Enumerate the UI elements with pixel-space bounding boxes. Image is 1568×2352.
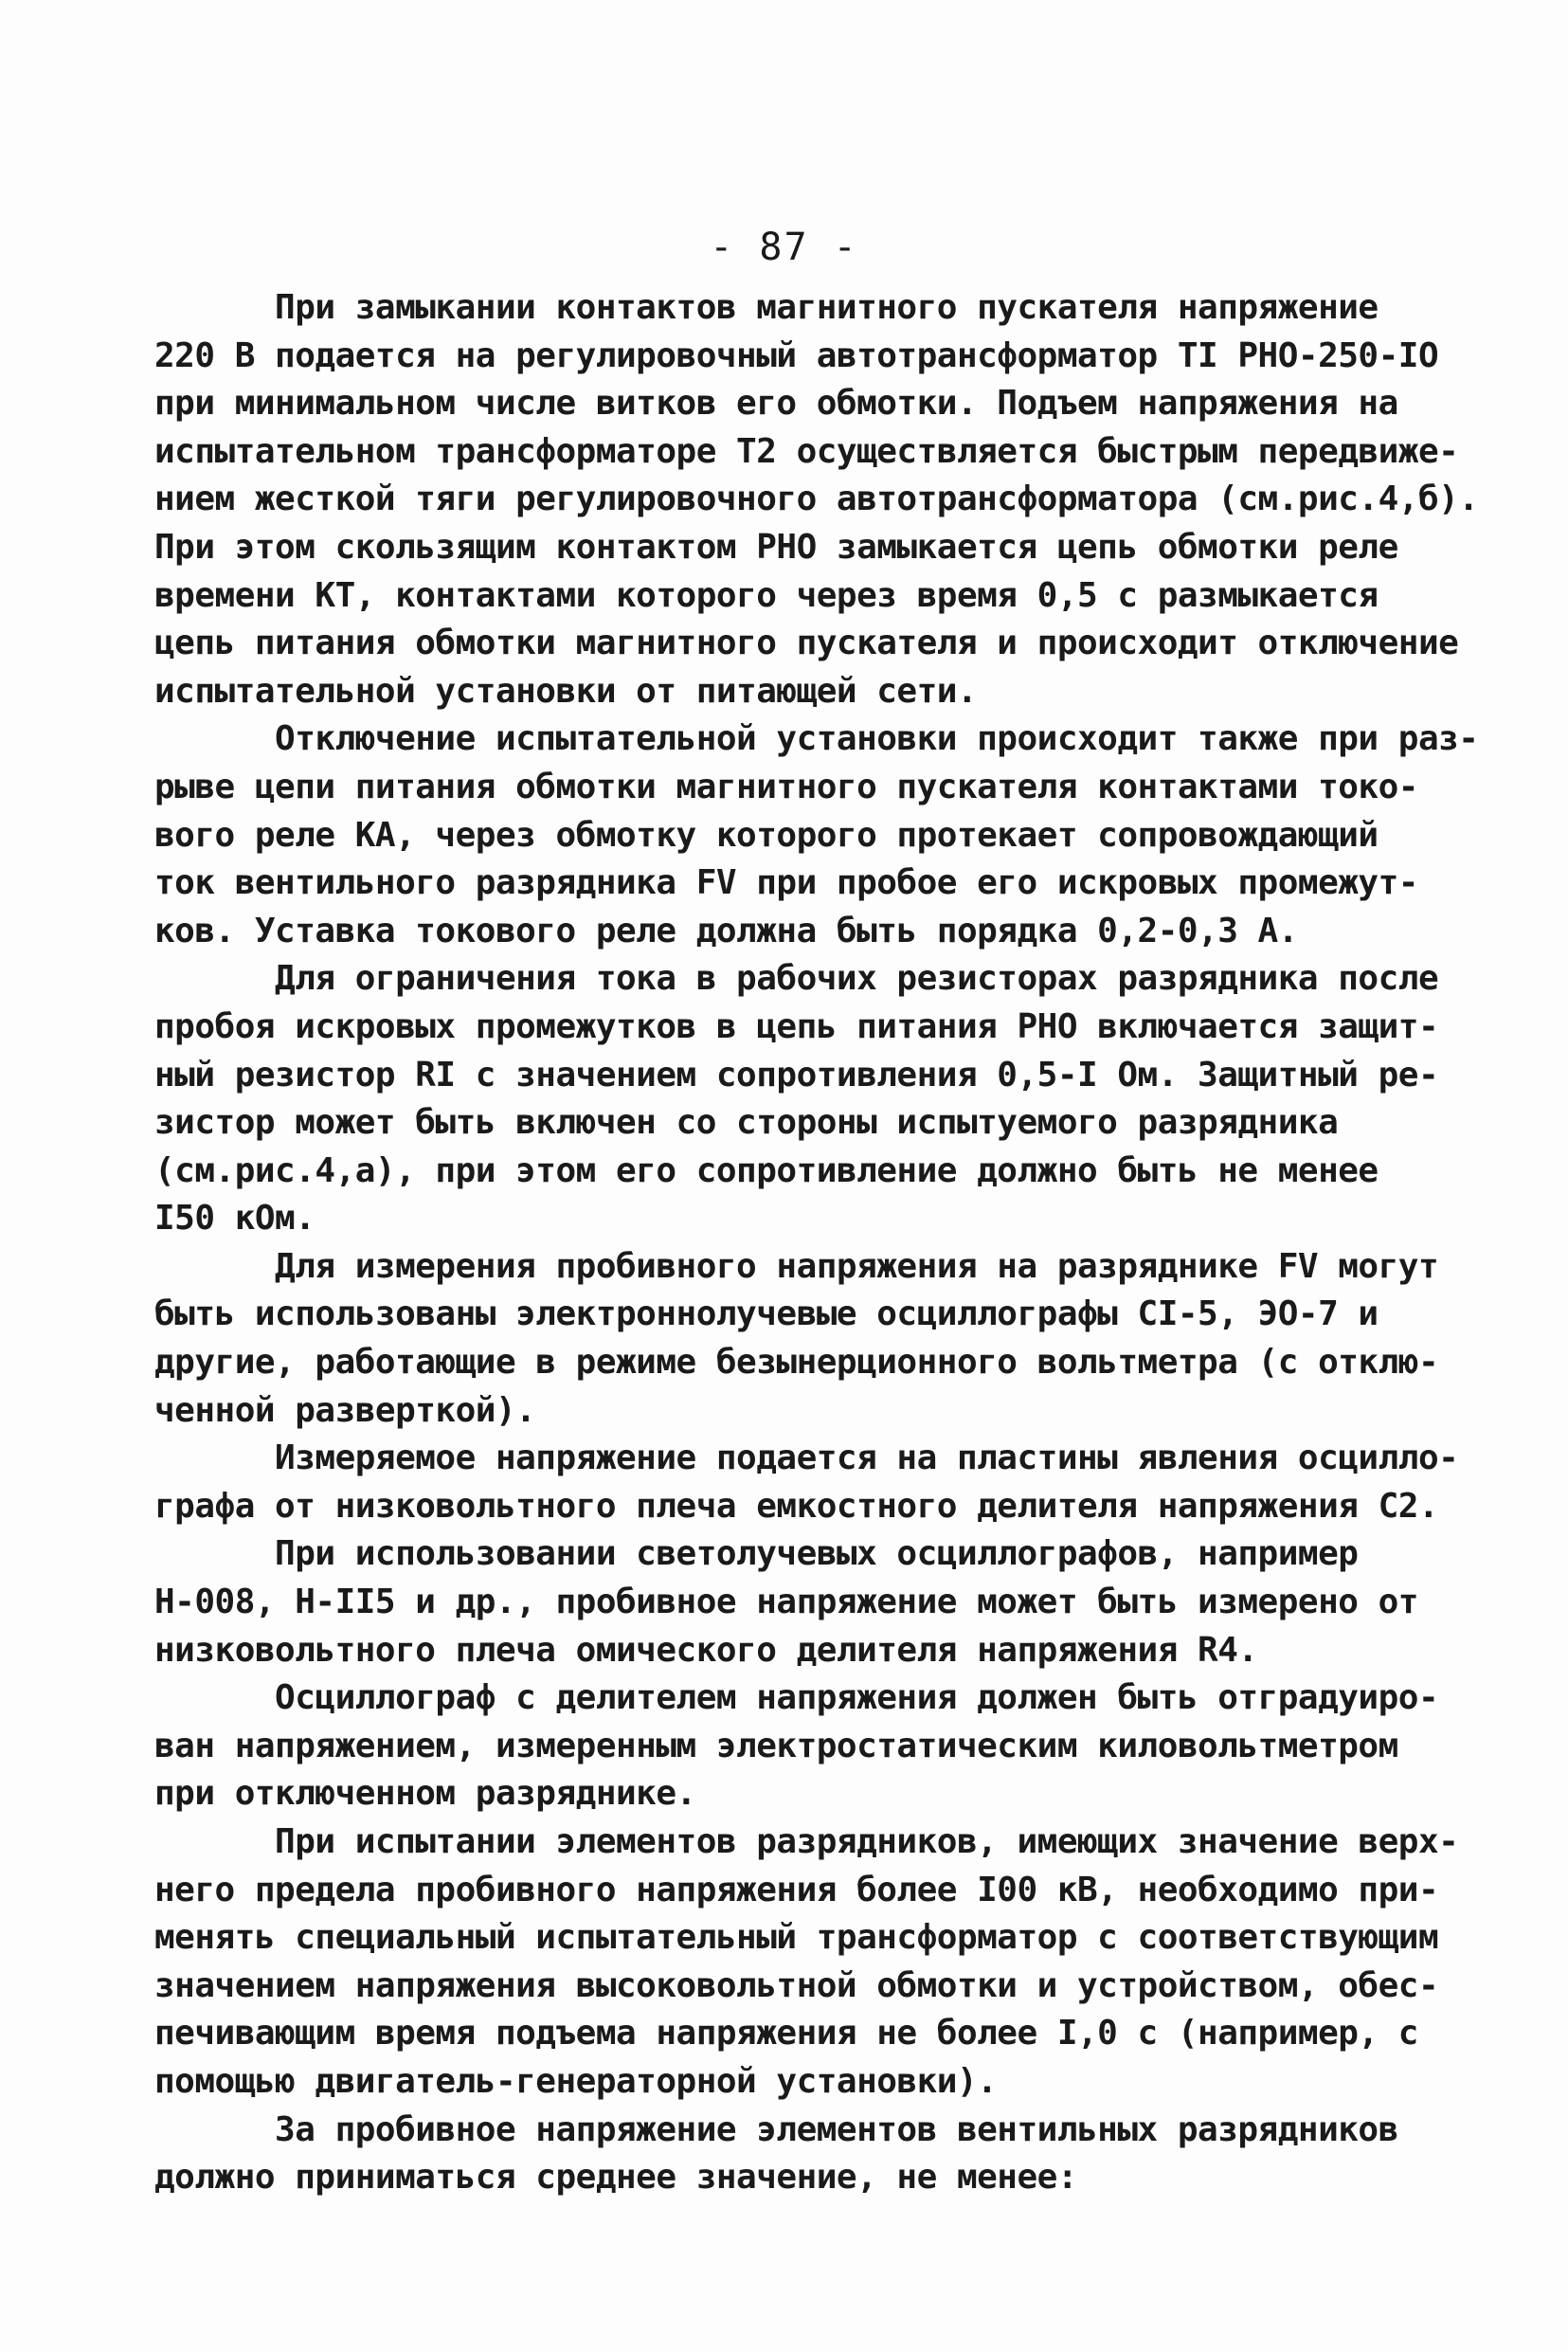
text-line: рыве цепи питания обмотки магнитного пускателя контактами токо- [154, 767, 1418, 806]
text-line: 220 В подается на регулировочный автотрансформатор TI PHO-250-IO [154, 335, 1439, 375]
text-line: При использовании светолучевых осциллографов, например [154, 1534, 1359, 1574]
text-line: быть использованы электроннолучевые осциллографы CI-5, ЭО-7 и [154, 1294, 1379, 1334]
text-line: ный резистор RI с значением сопротивления 0,5-I Ом. Защитный ре- [154, 1055, 1439, 1095]
text-line: Измеряемое напряжение подается на пластины явления осцилло- [154, 1438, 1459, 1478]
text-line: ван напряжением, измеренным электростатическим киловольтметром [154, 1726, 1398, 1765]
text-line: ченной разверткой). [154, 1390, 536, 1430]
text-line: При этом скользящим контактом PHO замыкается цепь обмотки реле [154, 527, 1398, 567]
text-line: должно приниматься среднее значение, не менее: [154, 2158, 1077, 2198]
text-line: нием жесткой тяги регулировочного автотрансформатора (см.рис.4,б). [154, 479, 1479, 519]
text-line: I50 кОм. [154, 1199, 315, 1239]
text-line: При замыкании контактов магнитного пускателя напряжение [154, 288, 1379, 327]
text-line: При испытании элементов разрядников, имеющих значение верх- [154, 1822, 1459, 1861]
page-number: - 87 - [710, 226, 858, 269]
text-line: ток вентильного разрядника FV при пробое его искровых промежут- [154, 863, 1418, 903]
text-line: времени KT, контактами которого через время 0,5 с размыкается [154, 575, 1379, 615]
text-line: За пробивное напряжение элементов вентильных разрядников [154, 2109, 1398, 2149]
text-line: низковольтного плеча омического делителя напряжения R4. [154, 1630, 1258, 1670]
text-line: значением напряжения высоковольтной обмотки и устройством, обес- [154, 1965, 1439, 2005]
text-line: Отключение испытательной установки происходит также при раз- [154, 719, 1479, 759]
text-line: ков. Уставка токового реле должна быть порядка 0,2-0,3 A. [154, 911, 1298, 950]
text-line: него предела пробивного напряжения более I00 кВ, необходимо при- [154, 1870, 1439, 1909]
text-line: зистор может быть включен со стороны испытуемого разрядника [154, 1103, 1339, 1143]
text-line: пробоя искровых промежутков в цепь питания PHO включается защит- [154, 1006, 1439, 1046]
text-line: помощью двигатель-генераторной установки). [154, 2061, 998, 2101]
text-line: (см.рис.4,а), при этом его сопротивление должно быть не менее [154, 1150, 1379, 1190]
text-line: менять специальный испытательный трансформатор с соответствующим [154, 1918, 1439, 1958]
text-line: испытательном трансформаторе T2 осуществляется быстрым передвиже- [154, 431, 1459, 471]
text-line: Для ограничения тока в рабочих резисторах разрядника после [154, 959, 1439, 999]
text-line: Осциллограф с делителем напряжения должен быть отградуиро- [154, 1678, 1439, 1718]
text-line: цепь питания обмотки магнитного пускателя и происходит отключение [154, 624, 1459, 663]
text-line: графа от низковольтного плеча емкостного делителя напряжения C2. [154, 1486, 1439, 1526]
text-line: при минимальном числе витков его обмотки. Подъем напряжения на [154, 384, 1398, 424]
text-line: печивающим время подъема напряжения не более I,0 с (например, с [154, 2014, 1418, 2053]
body-text [154, 284, 1479, 2202]
text-line: при отключенном разряднике. [154, 1774, 696, 1814]
text-line: другие, работающие в режиме безынерционного вольтметра (с отклю- [154, 1343, 1439, 1383]
text-line: Для измерения пробивного напряжения на разряднике FV могут [154, 1246, 1439, 1286]
text-line: вого реле KA, через обмотку которого протекает сопровождающий [154, 815, 1379, 855]
text-line: испытательной установки от питающей сети. [154, 671, 978, 711]
text-line: H-008, H-II5 и др., пробивное напряжение может быть измерено от [154, 1583, 1418, 1622]
